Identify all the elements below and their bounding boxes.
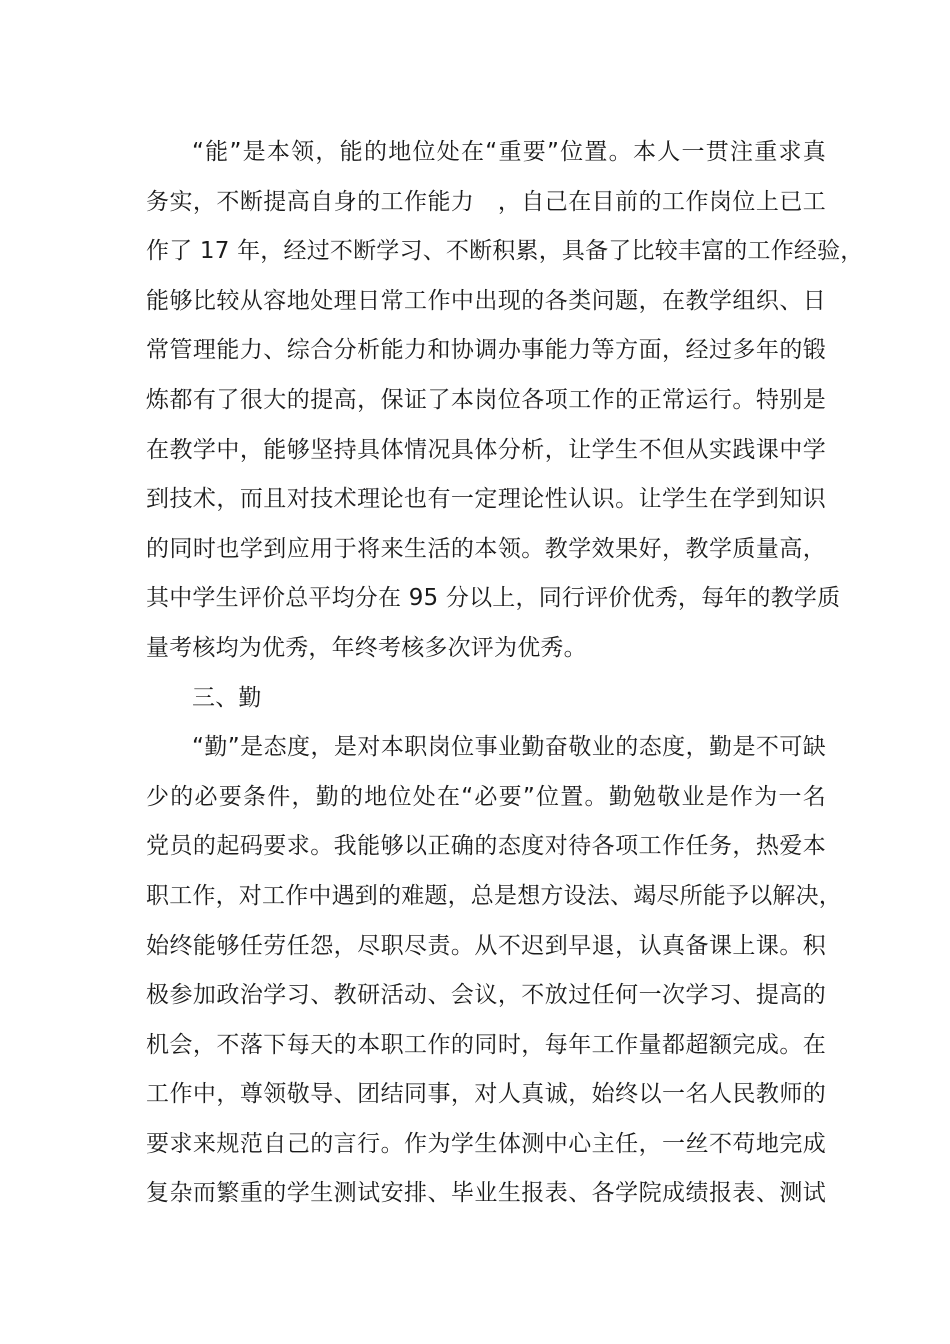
text-line: 量考核均为优秀，年终考核多次评为优秀。 [146,634,587,661]
text-line: “勤”是态度，是对本职岗位事业勤奋敬业的态度，勤是不可缺 [192,734,826,761]
text-line: 复杂而繁重的学生测试安排、毕业生报表、各学院成绩报表、测试 [146,1180,826,1207]
text-line: 工作中，尊领敬导、团结同事，对人真诚，始终以一名人民教师的 [146,1081,826,1108]
text-line: 其中学生评价总平均分在 95 分以上，同行评价优秀，每年的教学质 [146,585,841,612]
text-line: 党员的起码要求。我能够以正确的态度对待各项工作任务，热爱本 [146,833,826,860]
section-heading: 三、勤 [192,684,262,711]
text-line: 始终能够任劳任怨，尽职尽责。从不迟到早退，认真备课上课。积 [146,932,826,959]
text-line: 职工作，对工作中遇到的难题，总是想方设法、竭尽所能予以解决， [146,882,842,909]
text-line: 炼都有了很大的提高，保证了本岗位各项工作的正常运行。特别是 [146,386,826,413]
text-line: 的同时也学到应用于将来生活的本领。教学效果好，教学质量高， [146,535,826,562]
paragraph-neng [146,128,864,674]
text-line: 常管理能力、综合分析能力和协调办事能力等方面，经过多年的锻 [146,337,826,364]
text-line: 少的必要条件，勤的地位处在“必要”位置。勤勉敬业是作为一名 [146,783,826,810]
text-line: 到技术，而且对技术理论也有一定理论性认识。让学生在学到知识 [146,486,826,513]
text-line: 要求来规范自己的言行。作为学生体测中心主任，一丝不苟地完成 [146,1130,826,1157]
text-line: 作了 17 年，经过不断学习、不断积累，具备了比较丰富的工作经验， [146,238,864,265]
paragraph-qin [146,723,842,1219]
text-line: 务实，不断提高自身的工作能力 ，自己在目前的工作岗位上已工 [146,188,826,215]
text-line: “能”是本领，能的地位处在“重要”位置。本人一贯注重求真 [192,139,826,165]
text-line: 极参加政治学习、教研活动、会议，不放过任何一次学习、提高的 [146,982,826,1009]
document-body [146,128,864,1219]
text-line: 机会，不落下每天的本职工作的同时，每年工作量都超额完成。在 [146,1031,826,1058]
text-line: 在教学中，能够坚持具体情况具体分析，让学生不但从实践课中学 [146,436,826,463]
text-line: 能够比较从容地处理日常工作中出现的各类问题，在教学组织、日 [146,287,826,314]
